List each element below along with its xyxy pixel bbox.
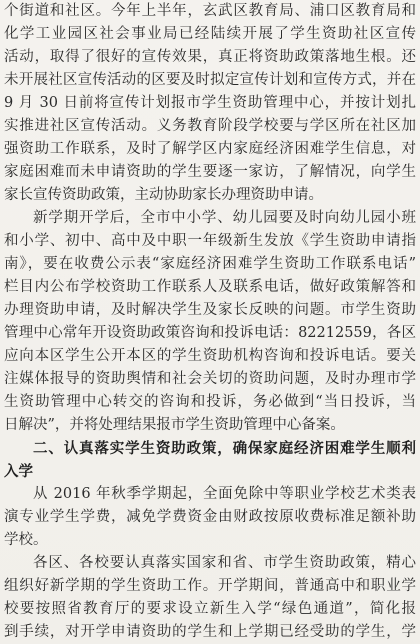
text-line: 管理中心常年开设资助政策咨询和投诉电话：82212559，各区 [4,325,416,341]
paragraph [4,483,416,552]
text-line: 组织好新学期的学生资助工作。开学期间，普通高中和职业学 [4,578,416,594]
text-line: 化学工业园区社会事业局已经陆续开展了学生资助社区宣传 [4,26,416,42]
text-line: 未开展社区宣传活动的区要及时拟定宣传计划和宣传方式，并在 [4,72,416,88]
paragraph [4,207,416,437]
text-line: 实推进社区宣传活动。义务教育阶段学校要与学区所在社区加 [4,118,416,134]
text-line: 南》，要在收费公示表“家庭经济困难学生资助工作联系电话” [4,256,416,272]
text-line: 到手续，对开学申请资助的学生和上学期已经受助的学生，学 [4,624,416,640]
text-line: 注媒体报导的资助舆情和社会关切的资助问题，及时办理市学 [4,371,416,387]
text-line: 演专业学生学费，减免学费资金由财政按原收费标准足额补助 [4,509,416,525]
section-heading [4,437,416,483]
text-line: 家长宣传资助政策，主动协助家长办理资助申请。 [4,187,323,203]
text-line: 家庭困难而未申请资助的学生要逐一家访，了解情况，向学生 [4,164,416,180]
text-line: 办理资助申请，及时解决学生及家长反映的问题。市学生资助 [4,302,416,318]
heading-line: 二、认真落实学生资助政策，确保家庭经济困难学生顺利 [33,440,416,457]
text-line: 活动，取得了很好的宣传效果，真正将资助政策落地生根。还 [4,49,416,65]
text-line: 和小学、初中、高中及中职一年级新生发放《学生资助申请指 [4,233,416,249]
text-line: 校要按照省教育厅的要求设立新生入学“绿色通道”，简化报 [4,601,416,617]
text-line: 各区、各校要认真落实国家和省、市学生资助政策，精心 [33,555,416,571]
text-line: 栏目内公布学校资助工作联系人及联系电话，做好政策解答和 [4,279,416,295]
paragraph [4,0,416,207]
text-line: 个街道和社区。今年上半年，玄武区教育局、浦口区教育局和 [4,3,416,19]
text-line: 从 2016 年秋季学期起，全面免除中等职业学校艺术类表 [33,486,416,502]
text-line: 9 月 30 日前将宣传计划报市学生资助管理中心，并按计划扎 [4,95,416,111]
text-line: 应向本区学生公开本区的学生资助机构咨询和投诉电话。要关 [4,348,416,364]
text-line: 学校。 [4,532,48,548]
paragraph [4,552,416,644]
text-line: 日解决”，并将处理结果报市学生资助管理中心备案。 [4,417,345,433]
heading-line: 入学 [4,463,33,480]
text-line: 新学期开学后，全市中小学、幼儿园要及时向幼儿园小班 [33,210,416,226]
text-line: 生资助管理中心转交的咨询和投诉，务必做到“当日投诉，当 [4,394,416,410]
text-line: 强资助工作联系，及时了解学区内家庭经济困难学生信息，对 [4,141,416,157]
